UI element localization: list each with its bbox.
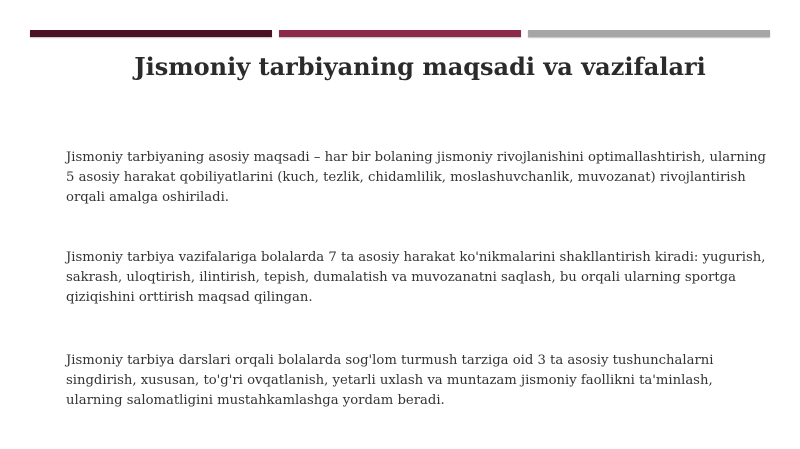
paragraph-tasks: Jismoniy tarbiya vazifalariga bolalarda 7 ta asosiy harakat ko'nikmalarini shakllantirish kiradi: yugurish, sakrash, uloqtirish, ilintirish, tepish, dumalatish va muvozanatni saqlash, bu orqali ularning sportga qiziqishini orttirish maqsad qilingan.: [66, 250, 766, 305]
paragraph-health: Jismoniy tarbiya darslari orqali bolalarda sog'lom turmush tarziga oid 3 ta asosiy tushunchalarni singdirish, xususan, to'g'ri ovqatlanish, yetarli uxlash va muntazam jismoniy faollikni ta'minlash, ularning salomatligini mustahkamlashga yordam beradi.: [66, 353, 714, 408]
accent-bar-dark: [30, 30, 272, 37]
paragraph-goal: Jismoniy tarbiyaning asosiy maqsadi – har bir bolaning jismoniy rivojlanishini optimallashtirish, ularning 5 asosiy harakat qobiliyatlarini (kuch, tezlik, chidamlilik, moslashuvchanlik, muvozanat) rivojlantirish orqali amalga oshiriladi.: [66, 150, 766, 205]
slide-title: Jismoniy tarbiyaning maqsadi va vazifalari: [134, 52, 706, 81]
accent-bar-gray: [528, 30, 770, 37]
accent-bar-maroon: [279, 30, 521, 37]
